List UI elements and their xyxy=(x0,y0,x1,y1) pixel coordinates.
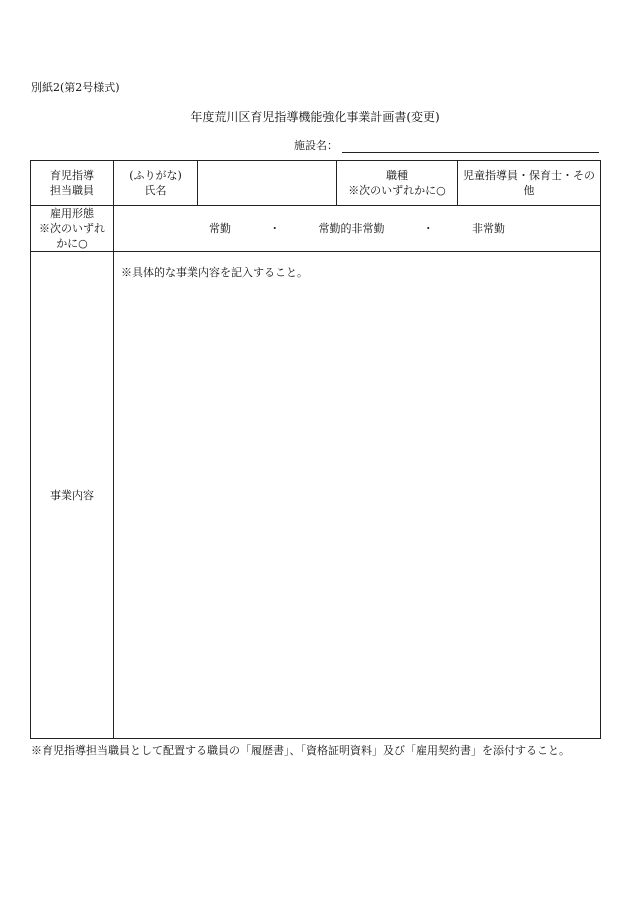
facility-name-input-line[interactable] xyxy=(342,138,599,153)
option-full-time[interactable]: 常勤 xyxy=(209,222,231,235)
option-part-time[interactable]: 非常勤 xyxy=(472,222,505,235)
form-number-label: 別紙2(第2号様式) xyxy=(31,81,120,94)
option-separator: ・ xyxy=(269,222,281,235)
facility-name-field xyxy=(294,137,599,153)
plan-table xyxy=(30,160,601,739)
employment-row xyxy=(31,206,601,252)
details-row xyxy=(31,252,601,739)
option-separator: ・ xyxy=(422,222,434,235)
employment-instruction-line1: ※次のいずれ xyxy=(39,222,105,235)
details-label-cell: 事業内容 xyxy=(31,252,114,739)
job-options-cell[interactable]: 児童指導員・保育士・その他 xyxy=(458,161,601,206)
employment-options-cell xyxy=(114,206,601,252)
employment-instruction-line2: かに○ xyxy=(56,237,88,250)
details-note: ※具体的な事業内容を記入すること。 xyxy=(121,266,308,279)
job-label: 職種 xyxy=(386,169,408,182)
employment-label: 雇用形態 xyxy=(50,207,94,220)
staff-label-line1: 育児指導 xyxy=(50,169,94,182)
employment-options xyxy=(114,221,600,236)
employment-label-cell xyxy=(31,206,114,252)
details-input-cell[interactable] xyxy=(114,252,601,739)
furigana-label: (ふりがな) xyxy=(129,169,182,182)
staff-label-cell xyxy=(31,161,114,206)
staff-label-line2: 担当職員 xyxy=(50,184,94,197)
job-label-cell xyxy=(337,161,458,206)
facility-name-label: 施設名： xyxy=(294,139,338,152)
staff-row xyxy=(31,161,601,206)
name-input-cell[interactable] xyxy=(198,161,337,206)
name-label-cell xyxy=(114,161,198,206)
document-title: 年度荒川区育児指導機能強化事業計画書(変更) xyxy=(190,110,440,124)
attachment-footnote: ※育児指導担当職員として配置する職員の「履歴書」、「資格証明資料」及び「雇用契約書」を添付すること。 xyxy=(31,744,570,757)
option-quasi-full-time[interactable]: 常勤的非常勤 xyxy=(318,222,385,235)
name-label: 氏名 xyxy=(144,184,167,197)
job-instruction: ※次のいずれかに○ xyxy=(348,184,446,197)
